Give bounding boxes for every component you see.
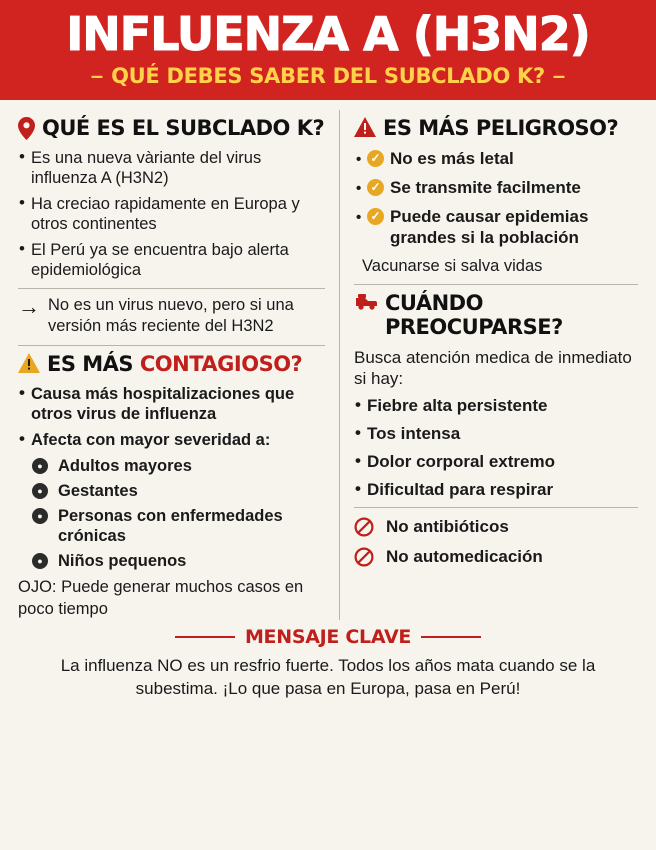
list-item [32,506,325,546]
list-item: • Ha creciao rapidamente en Europa y otros continentes [18,194,325,234]
warning-triangle-yellow-icon [18,353,40,373]
group-label: Personas con enfermedades crónicas [58,507,283,545]
right-column [340,110,638,620]
symptom-list [354,395,638,500]
list-item [32,481,325,501]
list-item: • Afecta con mayor severidad a: [18,430,325,450]
elderly-icon: ● [32,458,48,474]
dash-right: – [552,63,566,88]
rule-right [421,636,481,638]
poster-subtitle-row [0,64,656,88]
what-is-callout-text: No es un virus nuevo, pero si una versión más reciente del H3N2 [48,296,294,335]
group-label: Gestantes [58,482,138,500]
no-entry-icon [354,547,374,567]
section-title-when-worry: CUÁNDO PREOCUPARSE? [385,291,563,339]
dangerous-check-list [354,148,638,248]
bullet-dot: • [356,209,362,226]
location-pin-icon [18,117,35,140]
list-item: • Fiebre alta persistente [354,395,638,416]
warning-triangle-red-icon [354,117,376,137]
list-item: • El Perú ya se encuentra bajo alerta epidemiológica [18,240,325,280]
item-label: No antibióticos [386,517,509,536]
when-worry-lead: Busca atención medica de inmediato si hay: [354,348,632,388]
check-circle-icon: ✓ [367,179,384,196]
list-item: • Dolor corporal extremo [354,451,638,472]
key-message-title: MENSAJE CLAVE [244,626,412,648]
group-label: Niños pequenos [58,552,187,570]
list-item [32,551,325,571]
section-heading-contagious [18,352,325,376]
what-is-bullet-list [18,148,325,280]
chronic-illness-icon: ● [32,508,48,524]
poster-title: INFLUENZA A (H3N2) [66,7,590,61]
check-circle-icon: ✓ [367,208,384,225]
key-message-heading [18,626,638,648]
section-title-what-is: QUÉ ES EL SUBCLADO K? [42,116,325,140]
section-heading-dangerous [354,116,638,140]
list-item [354,516,638,538]
section-heading-when-worry [354,291,638,339]
list-item [354,206,638,248]
bullet-dot: • [356,151,362,168]
list-item [32,456,325,476]
section-title-contagious-bold: ES MÁS [47,352,134,376]
list-item: • Es una nueva vàriante del virus influenza A (H3N2) [18,148,325,188]
content-columns [18,110,638,620]
no-entry-icon [354,517,374,537]
divider [18,345,325,346]
section-title-contagious-red: CONTAGIOSO? [139,352,303,376]
divider [354,284,638,285]
list-item [354,177,638,198]
child-icon: ● [32,553,48,569]
prohibition-list [354,516,638,568]
rule-left [175,636,235,638]
section-heading-what-is [18,116,325,140]
item-label: No es más letal [390,149,514,168]
list-item: • Tos intensa [354,423,638,444]
poster-header [0,0,656,100]
arrow-right-icon: → [18,294,40,319]
key-message-text: La influenza NO es un resfrio fuerte. Todos los años mata cuando se la subestima. ¡Lo que pasa en Europa, pasa en Perú! [60,656,596,698]
poster-subtitle: QUÉ DEBES SABER DEL SUBCLADO K? [111,64,545,88]
bullet-dot: • [356,180,362,197]
item-label: No automedicación [386,547,543,566]
section-title-dangerous: ES MÁS PELIGROSO? [383,116,619,140]
section-title-contagious [47,352,302,376]
what-is-callout [18,295,325,337]
dangerous-note: Vacunarse si salva vidas [362,257,543,275]
contagious-bullet-list [18,384,325,450]
item-label: Puede causar epidemias grandes si la población [390,207,589,247]
list-item: • Causa más hospitalizaciones que otros virus de influenza [18,384,325,424]
contagious-group-list [18,456,325,571]
dash-left: – [90,63,104,88]
divider [354,507,638,508]
list-item [354,546,638,568]
item-label: Se transmite facilmente [390,178,581,197]
left-column [18,110,340,620]
list-item: • Dificultad para respirar [354,479,638,500]
check-circle-icon: ✓ [367,150,384,167]
poster-footer [18,626,638,700]
divider [18,288,325,289]
list-item [354,148,638,169]
ambulance-icon [354,292,378,310]
pregnant-icon: ● [32,483,48,499]
contagious-note: OJO: Puede generar muchos casos en poco tiempo [18,578,304,618]
group-label: Adultos mayores [58,457,192,475]
